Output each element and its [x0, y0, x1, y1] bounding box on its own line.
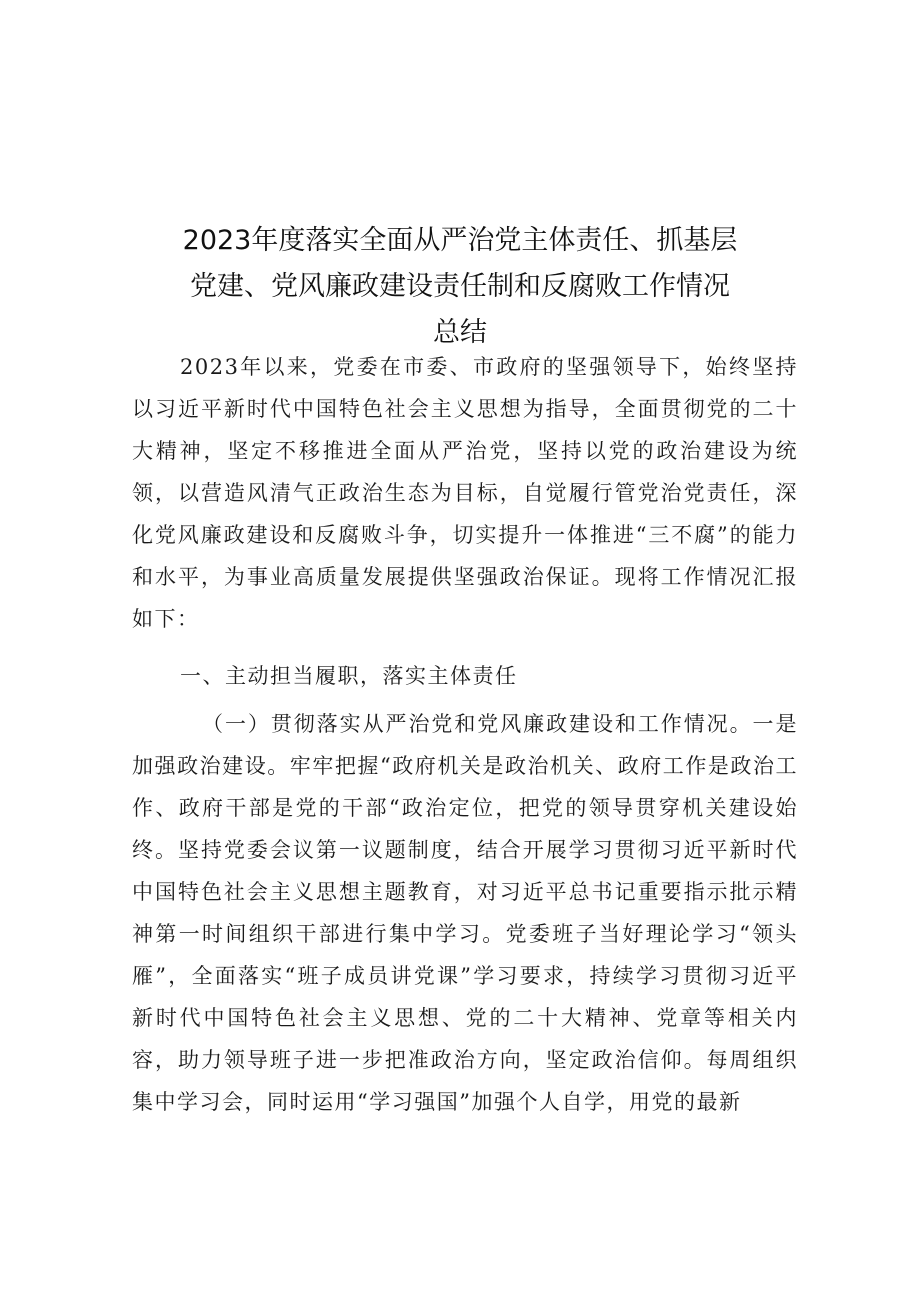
document-title [130, 218, 790, 356]
title-line-2: 党建、党风廉政建设责任制和反腐败工作情况 [190, 271, 730, 302]
title-line-3: 总结 [433, 317, 487, 348]
section-1-paragraph: （一）贯彻落实从严治党和党风廉政建设和工作情况。一是加强政治建设。牢牢把握“政府机关是政治机关、政府工作是政治工作、政府干部是党的干部“政治定位，把党的领导贯穿机关建设始终。坚持党委会议第一议题制度，结合开展学习贯彻习近平新时代中国特色社会主义思想主题教育，对习近平总书记重要指示批示精神第一时间组织干部进行集中学习。党委班子当好理论学习“领头雁”，全面落实“班子成员讲党课”学习要求，持续学习贯彻习近平新时代中国特色社会主义思想、党的二十大精神、党章等相关内容，助力领导班子进一步把准政治方向，坚定政治信仰。每周组织集中学习会，同时运用“学习强国”加强个人自学，用党的最新 [132, 712, 798, 1114]
section-heading-1: 一、主动担当履职，落实主体责任 [180, 664, 518, 688]
intro-paragraph: 2023年以来，党委在市委、市政府的坚强领导下，始终坚持以习近平新时代中国特色社会主义思想为指导，全面贯彻党的二十大精神，坚定不移推进全面从严治党，坚持以党的政治建设为统领，以营造风清气正政治生态为目标，自觉履行管党治党责任，深化党风廉政建设和反腐败斗争，切实提升一体推进“三不腐”的能力和水平，为事业高质量发展提供坚强政治保证。现将工作情况汇报如下： [132, 355, 798, 631]
title-line-1: 2023年度落实全面从严治党主体责任、抓基层 [182, 225, 738, 256]
